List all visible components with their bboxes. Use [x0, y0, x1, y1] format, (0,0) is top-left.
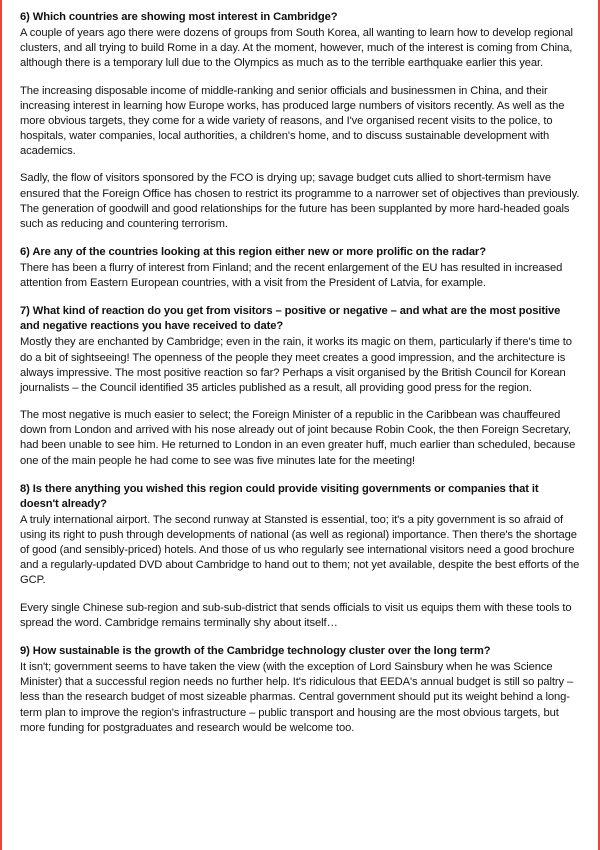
answer-paragraph: A couple of years ago there were dozens of groups from South Korea, all wanting to learn how to develop regional clusters, and all trying to build Rome in a day. At the moment, however, much of the interest is coming from China, although there is a temporary lull due to the Olympics as much as to the terrible earthquake earlier this year.: [20, 27, 573, 70]
answer-paragraph: There has been a flurry of interest from Finland; and the recent enlargement of the EU has resulted in increased attention from Eastern European countries, with a visit from the President of Latvia, for example.: [20, 262, 563, 290]
answer-paragraph: The most negative is much easier to select; the Foreign Minister of a republic in the Caribbean was chauffeured down from London and arrived with his nose already out of joint because Robin Cook, the then Foreign Secretary, had been unable to see him. He returned to London in an even greater huff, much earlier than scheduled, because one of the main people he had come to see was five minutes late for the meeting!: [20, 409, 576, 467]
qa-block-9: [20, 644, 580, 736]
question-heading: 6) Are any of the countries looking at this region either new or more prolific on the radar?: [20, 246, 486, 259]
question-heading: 7) What kind of reaction do you get from visitors – positive or negative – and what are the most positive and negative reactions you have received to date?: [20, 305, 561, 333]
answer-paragraph: It isn't; government seems to have taken the view (with the exception of Lord Sainsbury when he was Science Minister) that a successful region needs no further help. It's ridiculous that EEDA's annual budget is still so paltry – less than the research budget of most sizeable pharmas. Central government should put its weight behind a long-term plan to improve the region's infrastructure – public transport and housing are the most obvious targets, but more funding for postgraduates and research would be welcome too.: [20, 660, 574, 734]
qa-block-6b: [20, 245, 580, 291]
qa-block-6: [20, 10, 580, 232]
qa-block-8: [20, 482, 580, 631]
answer-paragraph: Every single Chinese sub-region and sub-sub-district that sends officials to visit us equips them with these tools to spread the word. Cambridge remains terminally shy about itself…: [20, 601, 572, 629]
answer-paragraph: Mostly they are enchanted by Cambridge; even in the rain, it works its magic on them, particularly if there's time to do a bit of sightseeing! The openness of the people they meet creates a good impression, and the architecture is always impressive. The most positive reaction so far? Perhaps a visit organised by the British Council for Korean journalists – the Council identified 35 articles published as a result, all providing good press for the region.: [20, 336, 572, 394]
answer-paragraph: A truly international airport. The second runway at Stansted is essential, too; it's a pity government is so afraid of using its right to push through developments of national (as well as regional) importance. Then there's the shortage of good (and sensibly-priced) hotels. And those of us who regularly see international visitors need a good brochure and a regularly-updated DVD about Cambridge to hand out to them; not yet available, despite the best efforts of the GCP.: [20, 513, 580, 587]
question-heading: 8) Is there anything you wished this region could provide visiting governments or companies that it doesn't already?: [20, 482, 539, 510]
answer-paragraph: Sadly, the flow of visitors sponsored by the FCO is drying up; savage budget cuts allied to short-termism have ensured that the Foreign Office has chosen to restrict its programme to a narrower set of objectives than previously. The generation of goodwill and good relationships for the future has been supplanted by more hard-headed goals such as reducing and countering terrorism.: [20, 172, 580, 230]
question-heading: 6) Which countries are showing most interest in Cambridge?: [20, 11, 338, 23]
question-heading: 9) How sustainable is the growth of the Cambridge technology cluster over the long term?: [20, 644, 491, 657]
answer-paragraph: The increasing disposable income of middle-ranking and senior officials and businessmen in China, and their increasing interest in learning how Europe works, has produced large numbers of visitors recently. As well as the more obvious targets, they come for a wide variety of reasons, and I've organised recent visits to the police, to hospitals, water companies, local authorities, a children's home, and to discuss sustainable development with academics.: [20, 84, 565, 158]
qa-block-7: [20, 304, 580, 468]
